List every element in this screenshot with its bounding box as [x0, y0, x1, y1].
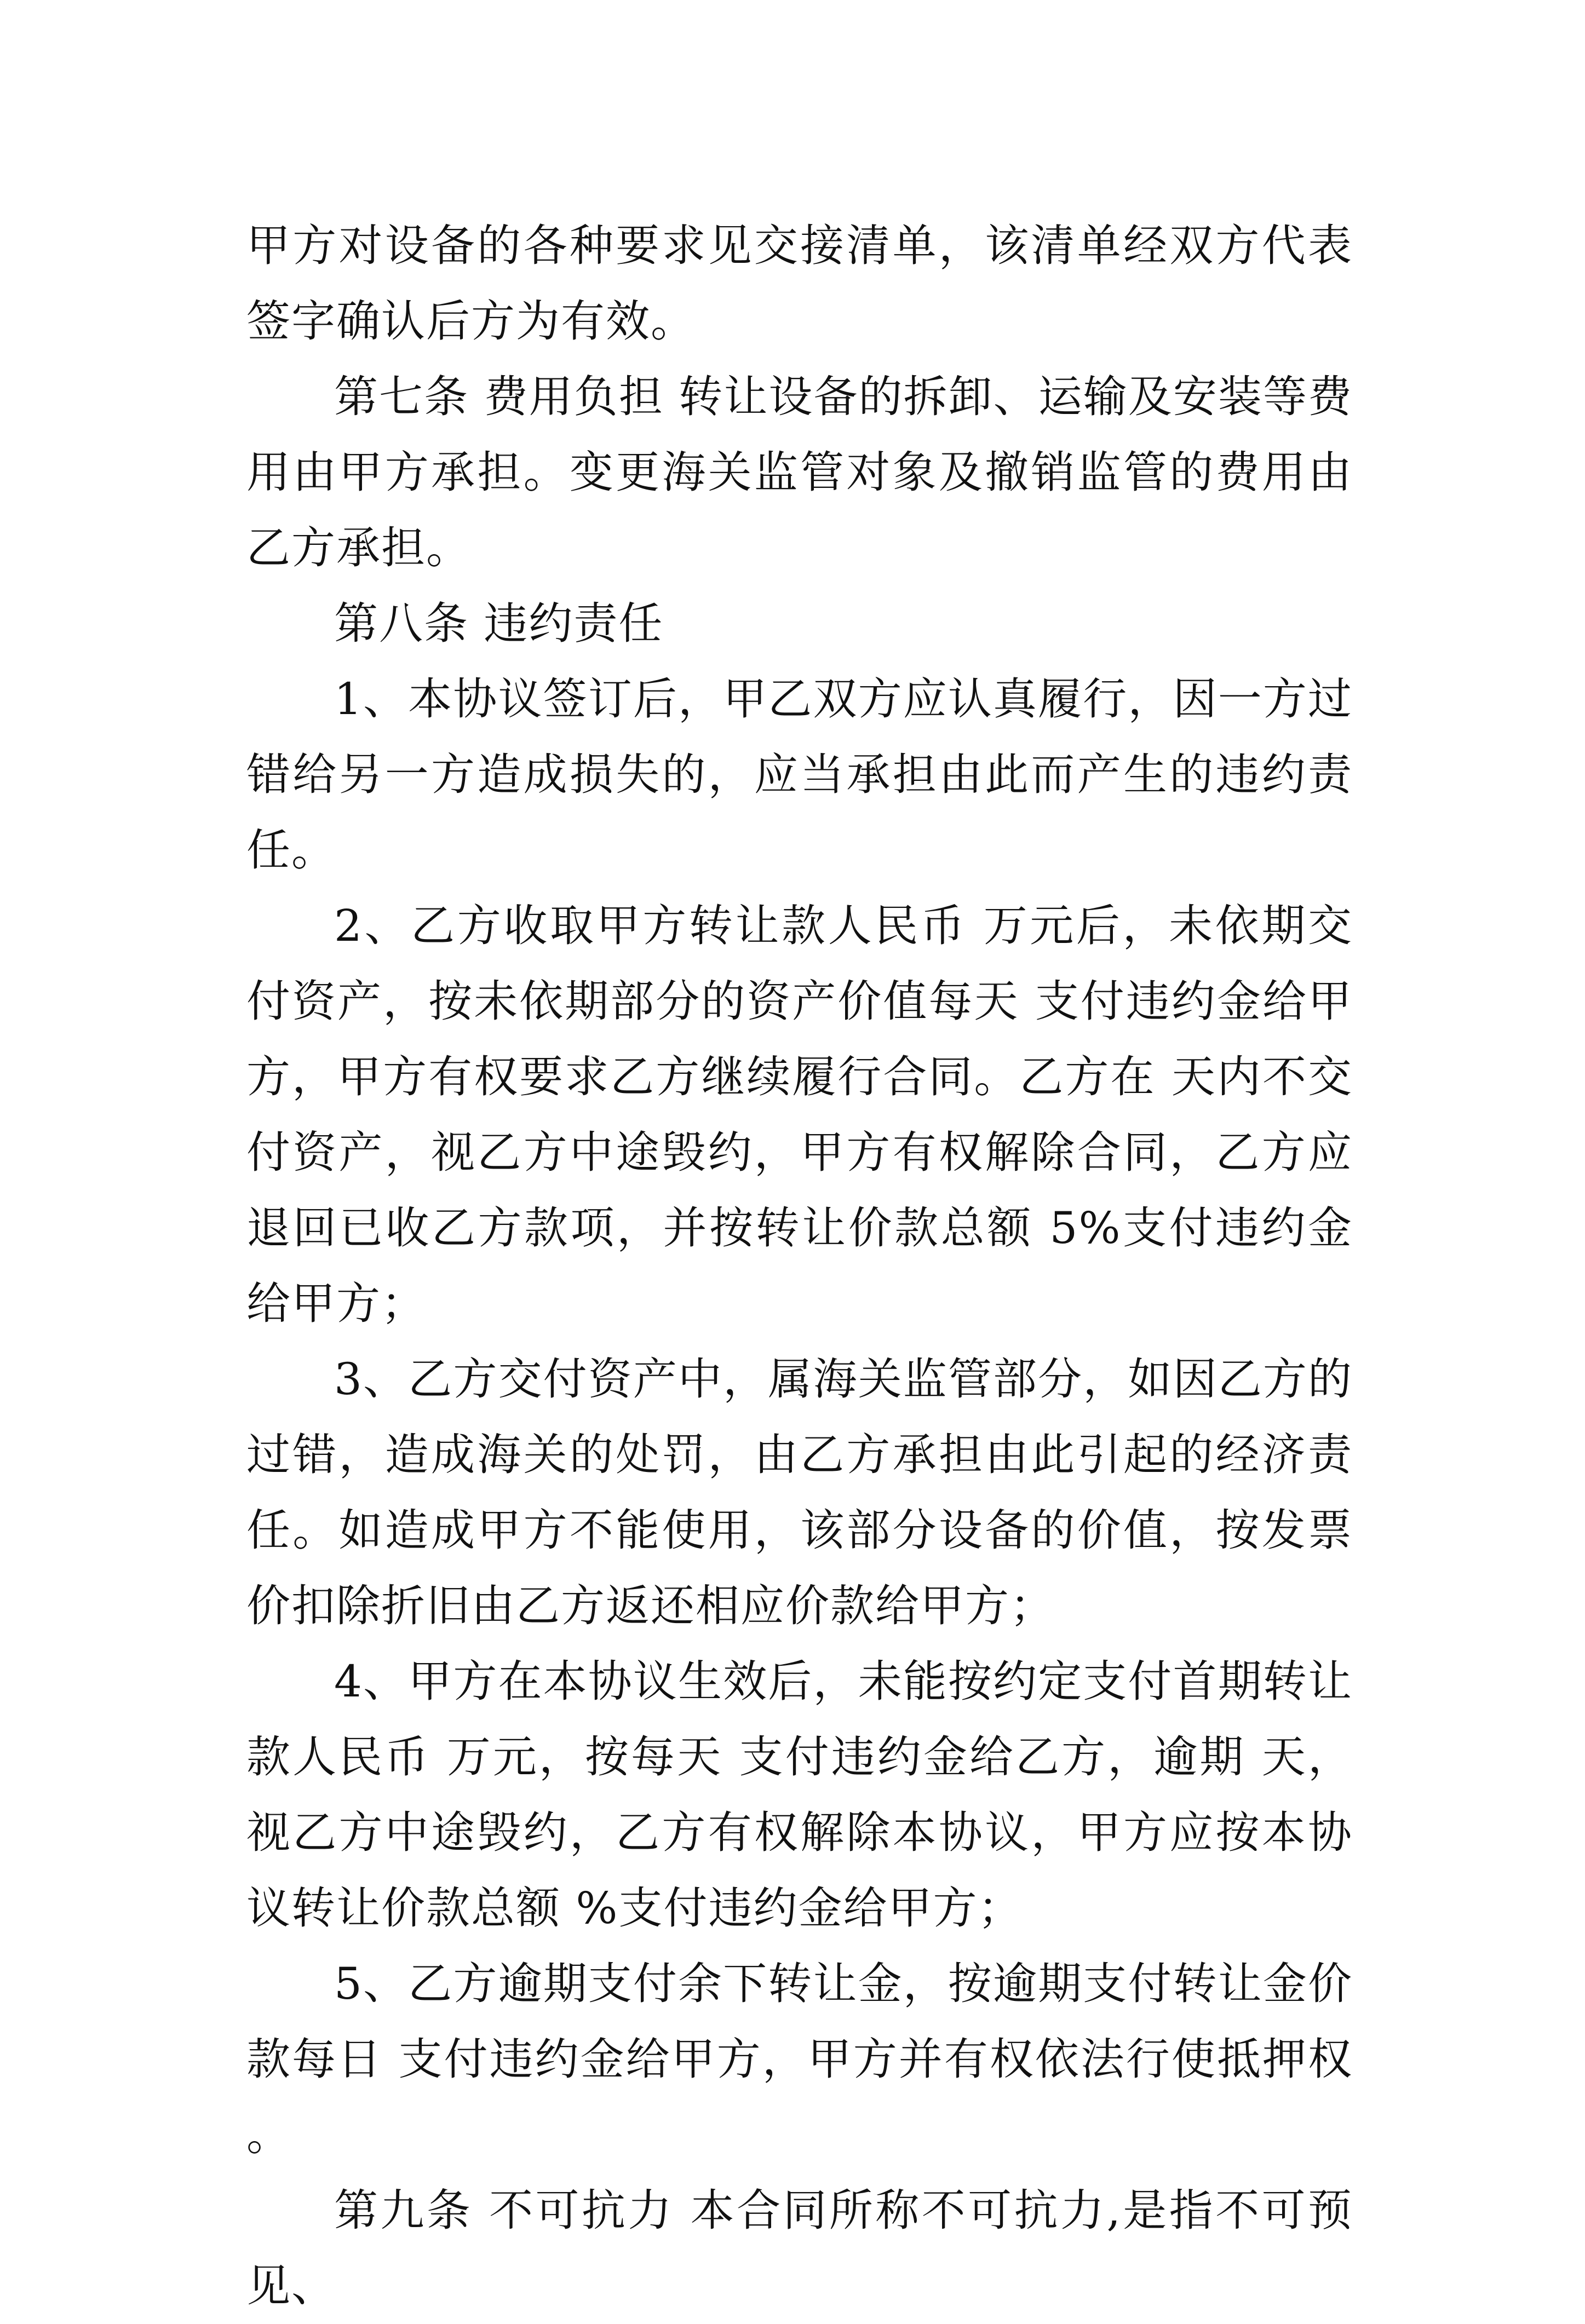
paragraph-clause-1: 1、本协议签订后，甲乙双方应认真履行，因一方过错给另一方造成损失的，应当承担由此而产生的违约责任。: [246, 674, 1353, 876]
paragraph-clause-4: 4、甲方在本协议生效后，未能按约定支付首期转让款人民币 万元，按每天 支付违约金给乙方，逾期 天，视乙方中途毁约，乙方有权解除本协议，甲方应按本协议转让价款总额 %支付违约金给甲方；: [246, 1656, 1353, 1934]
paragraph-article-7-costs: 第七条 费用负担 转让设备的拆卸、运输及安装等费用由甲方承担。变更海关监管对象及撤销监管的费用由乙方承担。: [246, 371, 1353, 573]
paragraph-clause-2: 2、乙方收取甲方转让款人民币 万元后，未依期交付资产，按未依期部分的资产价值每天 支付违约金给甲方，甲方有权要求乙方继续履行合同。乙方在 天内不交付资产，视乙方中途毁约，甲方有权解除合同，乙方应退回已收乙方款项，并按转让价款总额 5%支付违约金给甲方；: [246, 900, 1353, 1329]
heading-article-8-liability: 第八条 违约责任: [334, 598, 664, 649]
paragraph-clause-3: 3、乙方交付资产中，属海关监管部分，如因乙方的过错，造成海关的处罚，由乙方承担由此引起的经济责任。如造成甲方不能使用，该部分设备的价值，按发票价扣除折旧由乙方返还相应价款给甲方；: [246, 1354, 1353, 1631]
paragraph-equipment-requirements: 甲方对设备的各种要求见交接清单，该清单经双方代表签字确认后方为有效。: [246, 220, 1353, 347]
document-body: [246, 208, 1353, 2324]
paragraph-clause-5: 5、乙方逾期支付余下转让金，按逾期支付转让金价款每日 支付违约金给甲方，甲方并有权依法行使抵押权。: [246, 1958, 1353, 2160]
paragraph-article-9-force-majeure: 第九条 不可抗力 本合同所称不可抗力,是指不可预见、: [246, 2185, 1353, 2311]
